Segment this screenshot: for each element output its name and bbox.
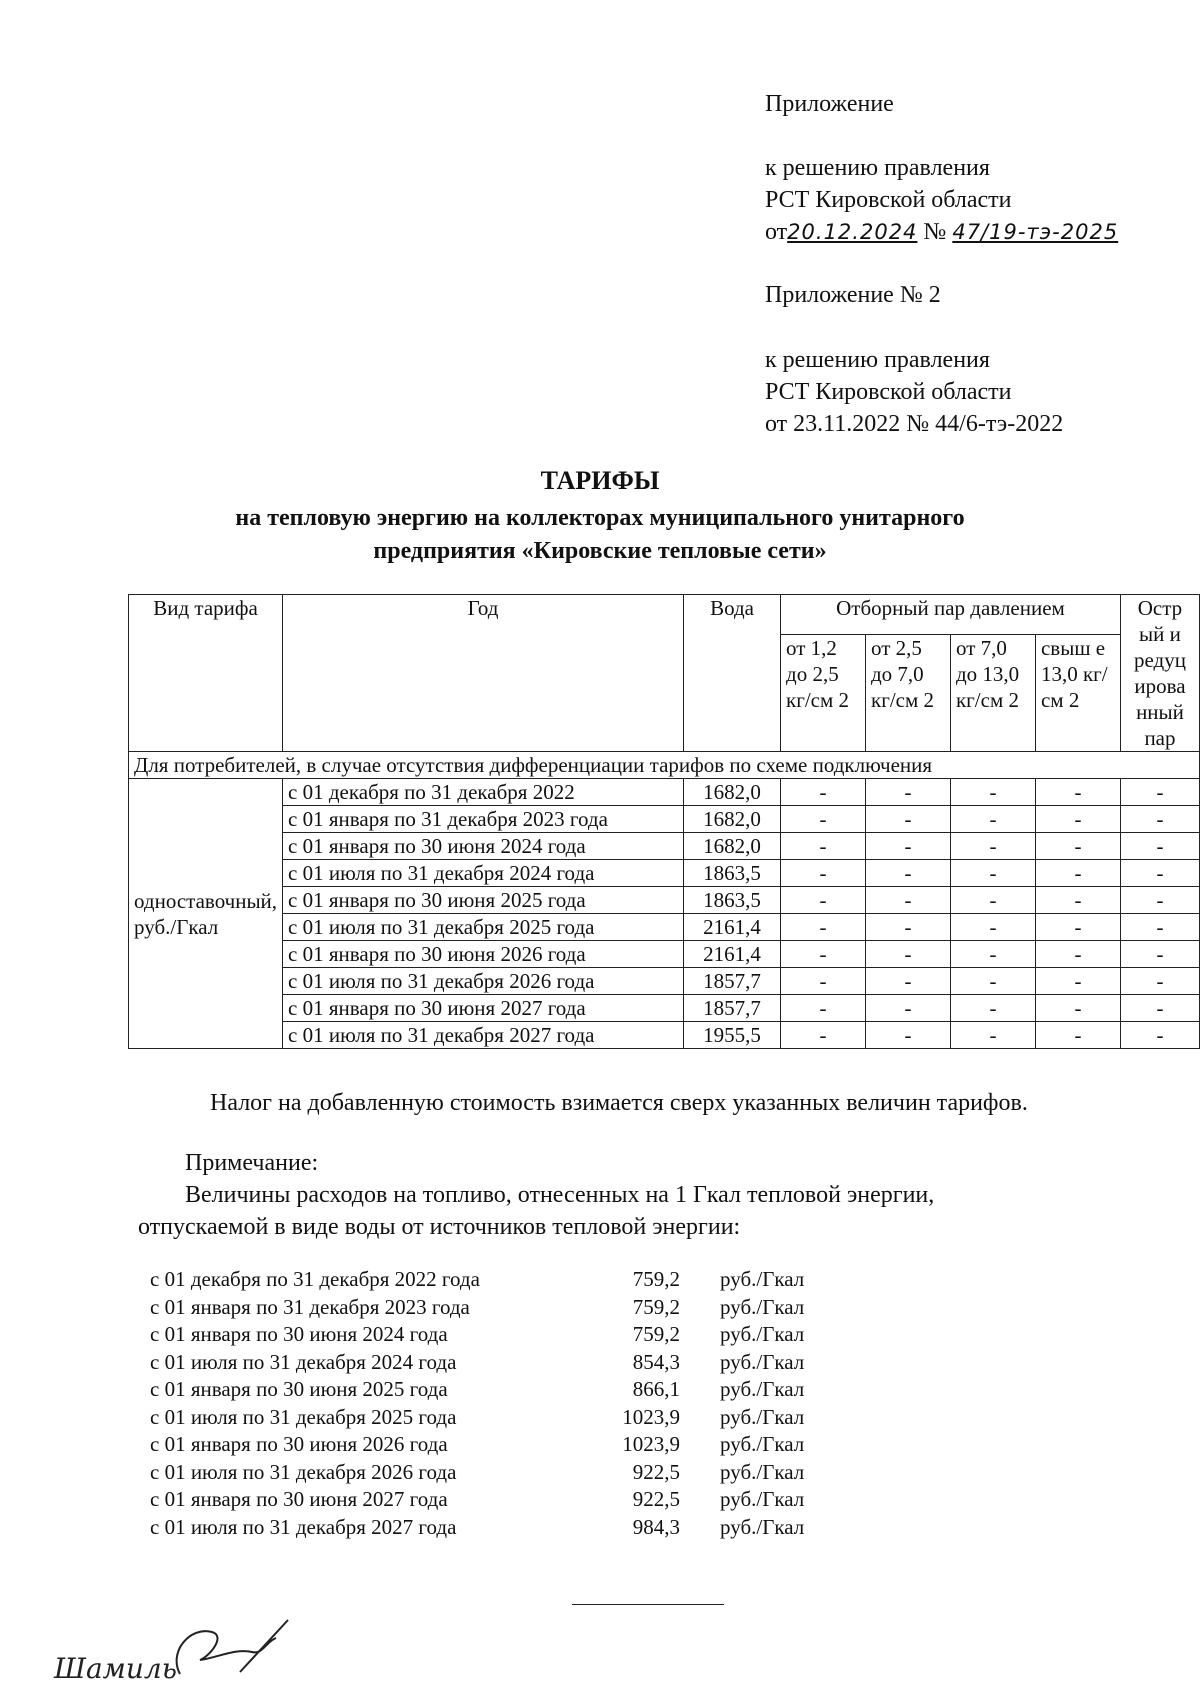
fuel-val: 1023,9	[622, 1432, 680, 1456]
tariff-table	[128, 594, 1200, 1049]
empty-value-cell: -	[866, 887, 951, 914]
empty-value-cell: -	[950, 995, 1035, 1022]
empty-value-cell: -	[781, 833, 866, 860]
appendix-2-label	[765, 279, 941, 311]
fuel-row	[150, 1294, 850, 1322]
water-value-cell: 1955,5	[684, 1022, 781, 1049]
period-cell: с 01 января по 30 июня 2024 года	[283, 833, 684, 860]
empty-value-cell: -	[1035, 887, 1120, 914]
fuel-unit: руб./Гкал	[720, 1377, 805, 1401]
header-steam: Отборный пар давлением	[781, 595, 1121, 635]
note-title: Примечание:	[185, 1150, 319, 1176]
table-row	[129, 833, 1200, 860]
empty-value-cell: -	[1120, 914, 1199, 941]
fuel-row	[150, 1486, 850, 1514]
appendix-label-text: Приложение	[765, 91, 894, 117]
fuel-val: 1023,9	[622, 1404, 680, 1429]
empty-value-cell: -	[1035, 941, 1120, 968]
fuel-val: 984,3	[632, 1514, 680, 1539]
empty-value-cell: -	[1120, 1022, 1199, 1049]
vat-note: Налог на добавленную стоимость взимается сверх указанных величин тарифов.	[210, 1090, 1028, 1116]
fuel-period: с 01 июля по 31 декабря 2025 года	[150, 1404, 457, 1429]
empty-value-cell: -	[950, 968, 1035, 995]
empty-value-cell: -	[866, 941, 951, 968]
water-value-cell: 1863,5	[684, 887, 781, 914]
water-value-cell: 1682,0	[684, 806, 781, 833]
fuel-row	[150, 1376, 850, 1404]
period-cell: с 01 июля по 31 декабря 2024 года	[283, 860, 684, 887]
fuel-row	[150, 1514, 850, 1542]
empty-value-cell: -	[781, 941, 866, 968]
tariff-kind-cell: одноставочный, руб./Гкал	[129, 779, 283, 1049]
fuel-period: с 01 января по 30 июня 2026 года	[150, 1432, 448, 1456]
fuel-unit: руб./Гкал	[720, 1322, 805, 1346]
appendix-ref-line1: к решению правления	[765, 155, 990, 181]
header-kind: Вид тарифа	[129, 595, 283, 752]
empty-value-cell: -	[1035, 779, 1120, 806]
fuel-unit: руб./Гкал	[720, 1514, 805, 1539]
document-subtitle-line2: предприятия «Кировские тепловые сети»	[373, 538, 827, 564]
fuel-row	[150, 1459, 850, 1487]
empty-value-cell: -	[1120, 968, 1199, 995]
empty-value-cell: -	[1035, 1022, 1120, 1049]
water-value-cell: 1682,0	[684, 833, 781, 860]
period-cell: с 01 января по 31 декабря 2023 года	[283, 806, 684, 833]
table-row	[129, 860, 1200, 887]
document-title: ТАРИФЫ	[540, 466, 660, 495]
header-steam-4: свыш е 13,0 кг/см 2	[1035, 634, 1120, 751]
header-steam-2: от 2,5 до 7,0 кг/см 2	[866, 634, 951, 751]
table-row	[129, 779, 1200, 806]
note-text-line1: Величины расходов на топливо, отнесенных на 1 Гкал тепловой энергии,	[185, 1182, 935, 1208]
appendix-2-label-text: Приложение № 2	[765, 282, 941, 308]
empty-value-cell: -	[866, 1022, 951, 1049]
fuel-val: 922,5	[632, 1459, 680, 1484]
appendix-ref-line2: РСТ Кировской области	[765, 187, 1012, 213]
fuel-period: с 01 декабря по 31 декабря 2022 года	[150, 1267, 480, 1291]
empty-value-cell: -	[866, 914, 951, 941]
period-cell: с 01 декабря по 31 декабря 2022	[283, 779, 684, 806]
header-steam-3: от 7,0 до 13,0 кг/см 2	[950, 634, 1035, 751]
water-value-cell: 1857,7	[684, 968, 781, 995]
fuel-cost-list	[150, 1266, 850, 1541]
empty-value-cell: -	[1120, 779, 1199, 806]
header-year: Год	[283, 595, 684, 752]
empty-value-cell: -	[1035, 806, 1120, 833]
appendix-2-ref-line3: от 23.11.2022 № 44/6-тэ-2022	[765, 411, 1064, 437]
empty-value-cell: -	[950, 887, 1035, 914]
empty-value-cell: -	[866, 968, 951, 995]
fuel-row	[150, 1431, 850, 1459]
appendix-2-ref-line1: к решению правления	[765, 347, 990, 373]
empty-value-cell: -	[781, 860, 866, 887]
signature-stroke-icon	[177, 1620, 288, 1674]
fuel-period: с 01 июля по 31 декабря 2026 года	[150, 1459, 457, 1484]
fuel-period: с 01 января по 30 июня 2027 года	[150, 1487, 448, 1511]
empty-value-cell: -	[1120, 833, 1199, 860]
empty-value-cell: -	[781, 806, 866, 833]
empty-value-cell: -	[950, 806, 1035, 833]
empty-value-cell: -	[781, 914, 866, 941]
handwritten-number: 47/19-тэ-2025	[952, 220, 1119, 244]
appendix-2-reference	[765, 344, 1063, 440]
fuel-val: 866,1	[632, 1377, 680, 1401]
table-row	[129, 968, 1200, 995]
empty-value-cell: -	[781, 968, 866, 995]
header-steam-1: от 1,2 до 2,5 кг/см 2	[781, 634, 866, 751]
fuel-row	[150, 1321, 850, 1349]
fuel-period: с 01 июля по 31 декабря 2027 года	[150, 1514, 457, 1539]
empty-value-cell: -	[866, 995, 951, 1022]
period-cell: с 01 января по 30 июня 2025 года	[283, 887, 684, 914]
fuel-unit: руб./Гкал	[720, 1487, 805, 1511]
fuel-val: 759,2	[632, 1322, 680, 1346]
empty-value-cell: -	[781, 995, 866, 1022]
fuel-val: 759,2	[632, 1294, 680, 1319]
signature-text: Шамиль	[54, 1652, 177, 1685]
header-water: Вода	[684, 595, 781, 752]
empty-value-cell: -	[866, 779, 951, 806]
period-cell: с 01 июля по 31 декабря 2025 года	[283, 914, 684, 941]
table-row	[129, 887, 1200, 914]
table-header-row	[129, 595, 1200, 635]
signature	[40, 1612, 300, 1692]
empty-value-cell: -	[1035, 914, 1120, 941]
empty-value-cell: -	[1120, 941, 1199, 968]
table-row	[129, 941, 1200, 968]
fuel-unit: руб./Гкал	[720, 1349, 805, 1374]
table-row	[129, 1022, 1200, 1049]
period-cell: с 01 января по 30 июня 2026 года	[283, 941, 684, 968]
appendix-ref-from: от	[765, 219, 788, 245]
water-value-cell: 1682,0	[684, 779, 781, 806]
appendix-reference	[765, 152, 1118, 248]
appendix-ref-line3	[765, 216, 1118, 248]
note-text-line2: отпускаемой в виде воды от источников тепловой энергии:	[138, 1214, 741, 1240]
empty-value-cell: -	[950, 779, 1035, 806]
empty-value-cell: -	[950, 914, 1035, 941]
handwritten-date: 20.12.2024	[787, 220, 918, 244]
empty-value-cell: -	[1035, 995, 1120, 1022]
fuel-row	[150, 1404, 850, 1432]
water-value-cell: 2161,4	[684, 914, 781, 941]
empty-value-cell: -	[781, 887, 866, 914]
fuel-row	[150, 1266, 850, 1294]
fuel-period: с 01 января по 30 июня 2024 года	[150, 1322, 448, 1346]
empty-value-cell: -	[1035, 968, 1120, 995]
header-sharp-steam: Остр ый и редуц ирова нный пар	[1120, 595, 1199, 752]
empty-value-cell: -	[1120, 887, 1199, 914]
fuel-unit: руб./Гкал	[720, 1267, 805, 1291]
appendix-no-sign: №	[923, 219, 947, 245]
fuel-val: 854,3	[632, 1349, 680, 1374]
table-group-row	[129, 752, 1200, 779]
appendix-label	[765, 88, 894, 120]
fuel-unit: руб./Гкал	[720, 1432, 805, 1456]
empty-value-cell: -	[1120, 806, 1199, 833]
table-row	[129, 806, 1200, 833]
table-row	[129, 995, 1200, 1022]
empty-value-cell: -	[1035, 833, 1120, 860]
water-value-cell: 1863,5	[684, 860, 781, 887]
table-row	[129, 914, 1200, 941]
end-divider	[572, 1604, 724, 1605]
period-cell: с 01 июля по 31 декабря 2027 года	[283, 1022, 684, 1049]
appendix-2-ref-line2: РСТ Кировской области	[765, 379, 1012, 405]
fuel-unit: руб./Гкал	[720, 1294, 805, 1319]
empty-value-cell: -	[950, 941, 1035, 968]
period-cell: с 01 июля по 31 декабря 2026 года	[283, 968, 684, 995]
empty-value-cell: -	[950, 1022, 1035, 1049]
empty-value-cell: -	[866, 860, 951, 887]
fuel-unit: руб./Гкал	[720, 1459, 805, 1484]
fuel-row	[150, 1349, 850, 1377]
period-cell: с 01 января по 30 июня 2027 года	[283, 995, 684, 1022]
document-subtitle-line1: на тепловую энергию на коллекторах муниципального унитарного	[235, 505, 965, 531]
fuel-val: 922,5	[632, 1487, 680, 1511]
group-label: Для потребителей, в случае отсутствия дифференциации тарифов по схеме подключения	[129, 752, 1200, 779]
empty-value-cell: -	[1120, 995, 1199, 1022]
empty-value-cell: -	[950, 860, 1035, 887]
water-value-cell: 2161,4	[684, 941, 781, 968]
empty-value-cell: -	[781, 1022, 866, 1049]
fuel-period: с 01 января по 30 июня 2025 года	[150, 1377, 448, 1401]
empty-value-cell: -	[950, 833, 1035, 860]
empty-value-cell: -	[1035, 860, 1120, 887]
empty-value-cell: -	[1120, 860, 1199, 887]
fuel-period: с 01 июля по 31 декабря 2024 года	[150, 1349, 457, 1374]
fuel-val: 759,2	[632, 1267, 680, 1291]
fuel-unit: руб./Гкал	[720, 1404, 805, 1429]
empty-value-cell: -	[866, 833, 951, 860]
water-value-cell: 1857,7	[684, 995, 781, 1022]
empty-value-cell: -	[781, 779, 866, 806]
empty-value-cell: -	[866, 806, 951, 833]
fuel-period: с 01 января по 31 декабря 2023 года	[150, 1294, 470, 1319]
